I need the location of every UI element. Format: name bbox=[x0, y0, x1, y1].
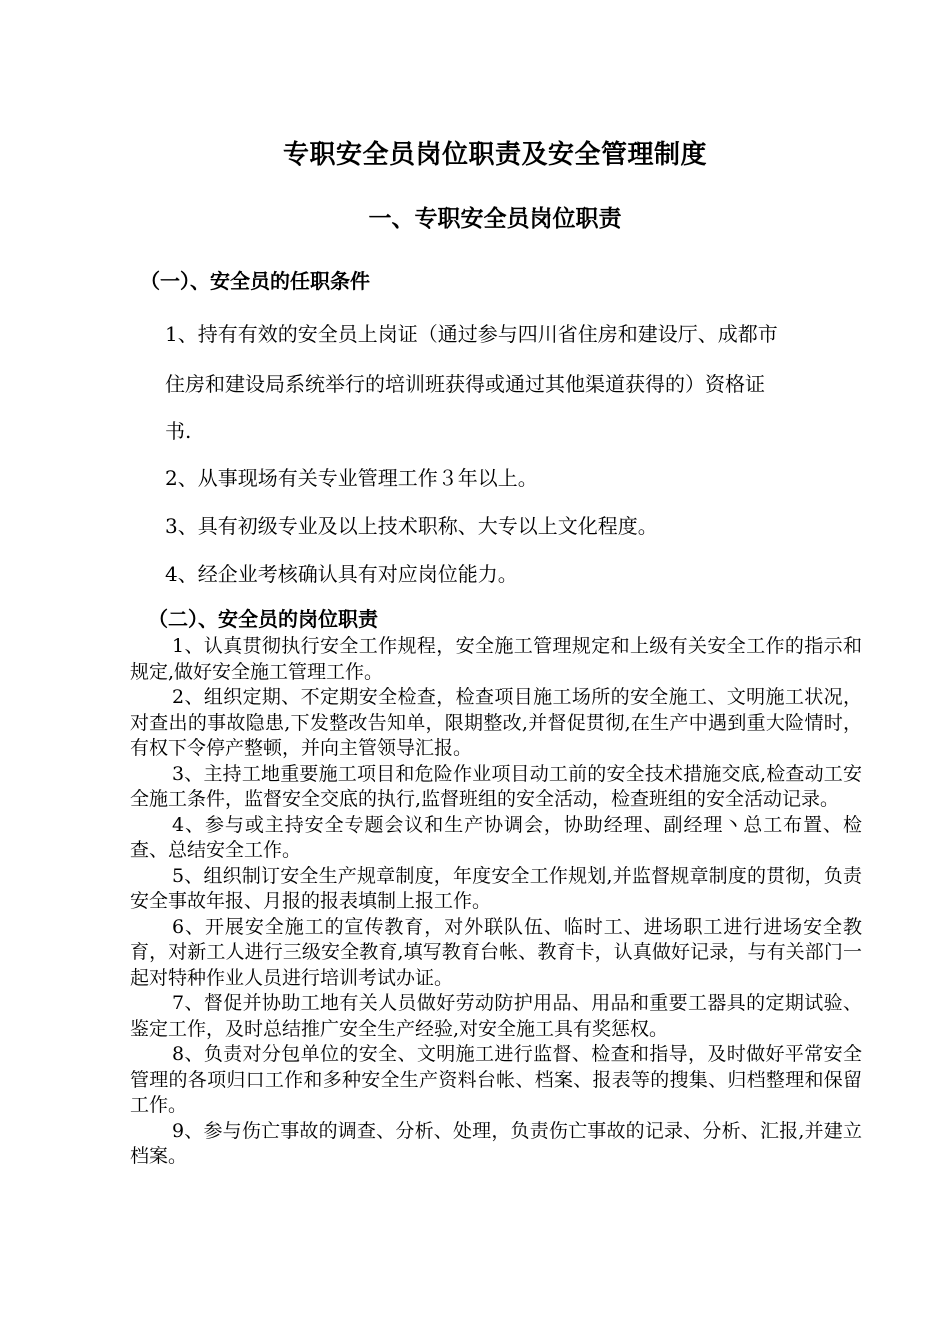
qualification-item-2: 2、从事现场有关专业管理工作３年以上。 bbox=[165, 466, 538, 490]
qualification-item-1-line-3: 书. bbox=[165, 419, 192, 443]
duty-item-7: 7、督促并协助工地有关人员做好劳动防护用品、用品和重要工器具的定期试验、鉴定工作，及时总结推广安全生产经验,对安全施工具有奖惩权。 bbox=[130, 992, 862, 1040]
section-title: 一、专职安全员岗位职责 bbox=[368, 206, 622, 232]
qualifications-heading: （一）、安全员的任职条件 bbox=[140, 269, 370, 293]
duty-item-9: 9、参与伤亡事故的调查、分析、处理，负责伤亡事故的记录、分析、汇报,并建立档案。 bbox=[130, 1119, 862, 1167]
document-title: 专职安全员岗位职责及安全管理制度 bbox=[282, 140, 707, 170]
duty-item-8: 8、负责对分包单位的安全、文明施工进行监督、检查和指导，及时做好平常安全管理的各项归口工作和多种安全生产资料台帐、档案、报表等的搜集、归档整理和保留工作。 bbox=[130, 1043, 862, 1116]
qualification-item-1-line-1: 1、持有有效的安全员上岗证（通过参与四川省住房和建设厅、成都市 bbox=[165, 322, 778, 346]
duty-item-3: 3、主持工地重要施工项目和危险作业项目动工前的安全技术措施交底,检查动工安全施工条件，监督安全交底的执行,监督班组的安全活动，检查班组的安全活动记录。 bbox=[130, 762, 862, 810]
qualification-item-3: 3、具有初级专业及以上技术职称、大专以上文化程度。 bbox=[165, 514, 658, 538]
duty-item-4: 4、参与或主持安全专题会议和生产协调会，协助经理、副经理丶总工布置、检查、总结安全工作。 bbox=[130, 813, 862, 861]
duty-item-1: 1、认真贯彻执行安全工作规程，安全施工管理规定和上级有关安全工作的指示和规定,做好安全施工管理工作。 bbox=[130, 635, 862, 683]
duties-heading: （二）、安全员的岗位职责 bbox=[148, 607, 378, 631]
qualification-item-4: 4、经企业考核确认具有对应岗位能力。 bbox=[165, 562, 518, 586]
qualification-item-1-line-2: 住房和建设局系统举行的培训班获得或通过其他渠道获得的）资格证 bbox=[165, 372, 765, 396]
duty-item-2: 2、组织定期、不定期安全检查，检查项目施工场所的安全施工、文明施工状况，对查出的事故隐患,下发整改告知单，限期整改,并督促贯彻,在生产中遇到重大险情时，有权下令停产整顿，并向主管领导汇报。 bbox=[130, 686, 862, 759]
duty-item-6: 6、开展安全施工的宣传教育，对外联队伍、临时工、进场职工进行进场安全教育，对新工人进行三级安全教育,填写教育台帐、教育卡，认真做好记录，与有关部门一起对特种作业人员进行培训考试办证。 bbox=[130, 915, 862, 989]
duties-list bbox=[130, 634, 862, 1170]
duty-item-5: 5、组织制订安全生产规章制度，年度安全工作规划,并监督规章制度的贯彻，负责安全事故年报、月报的报表填制上报工作。 bbox=[130, 864, 862, 912]
